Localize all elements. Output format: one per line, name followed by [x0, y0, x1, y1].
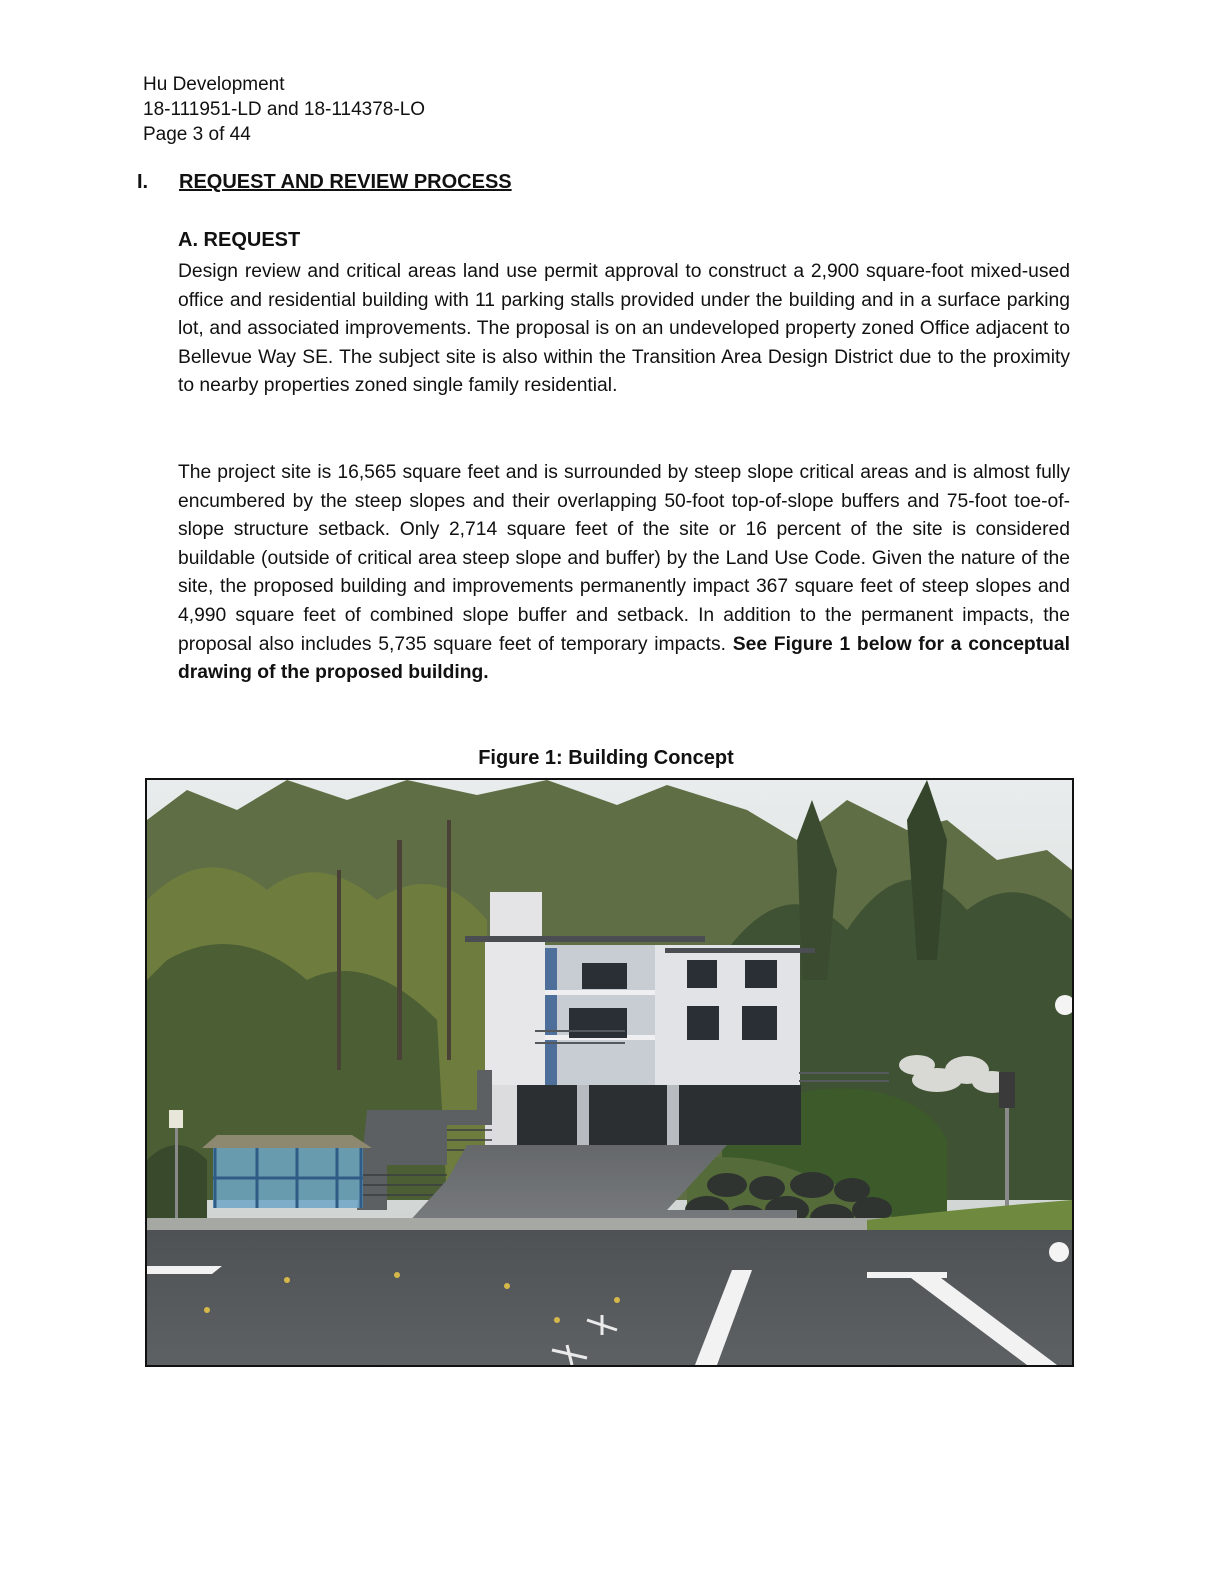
subsection-heading: A. REQUEST [178, 229, 301, 251]
site-paragraph-text: The project site is 16,565 square feet and is surrounded by steep slope critical areas and is almost fully encumbered by the steep slopes and their overlapping 50-foot top-of-slope buffers and 75-foot toe-of-slope structure setback. Only 2,714 square feet of the site or 16 percent of the site is considered buildable (outside of critical area steep slope and buffer) by the Land Use Code. Given the nature of the site, the proposed building and improvements permanently impact 367 square feet of steep slopes and 4,990 square feet of combined slope buffer and setback. In addition to the permanent impacts, the proposal also includes 5,735 square feet of temporary impacts. [178, 462, 1070, 655]
section-heading [137, 171, 512, 194]
figure-caption: Figure 1: Building Concept [478, 747, 734, 769]
site-paragraph [178, 459, 1070, 688]
header-file-numbers: 18-111951-LD and 18-114378-LO [143, 99, 426, 120]
request-paragraph: Design review and critical areas land use permit approval to construct a 2,900 square-foot mixed-used office and residential building with 11 parking stalls provided under the building and in a surface parking lot, and associated improvements. The proposal is on an undeveloped property zoned Office adjacent to Bellevue Way SE. The subject site is also within the Transition Area Design District due to the proximity to nearby properties zoned single family residential. [178, 261, 1070, 397]
header-project-name: Hu Development [143, 74, 285, 95]
figure-reference: See Figure 1 below for a conceptual drawing of the proposed building. [178, 633, 1070, 684]
page-header [143, 72, 425, 147]
section-title: REQUEST AND REVIEW PROCESS [179, 171, 512, 193]
section-number: I. [137, 171, 149, 193]
header-page-number: Page 3 of 44 [143, 124, 251, 145]
building-concept-image [145, 778, 1074, 1367]
